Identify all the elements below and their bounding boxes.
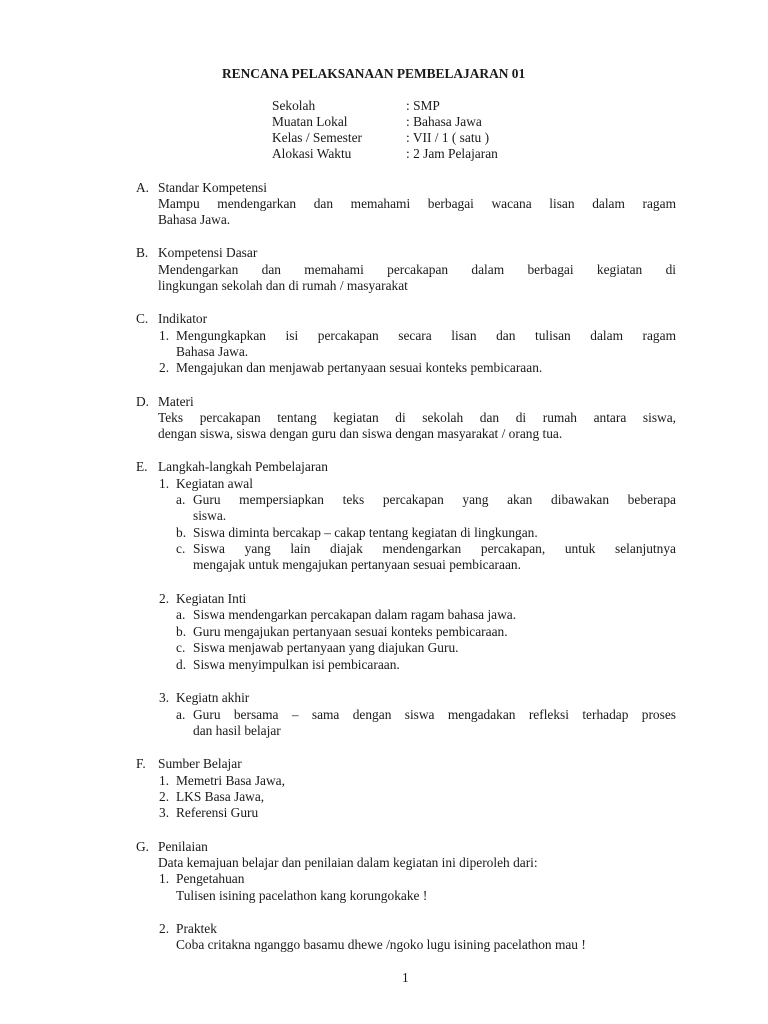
step-2-c-letter: c. bbox=[176, 640, 186, 655]
assessment-2-title: Praktek bbox=[176, 921, 217, 936]
section-g-heading: Penilaian bbox=[158, 839, 208, 854]
source-1-text: Memetri Basa Jawa, bbox=[176, 773, 285, 788]
step-2-a-letter: a. bbox=[176, 607, 186, 622]
indicator-2-line-1: Mengajukan dan menjawab pertanyaan sesuai konteks pembicaraan. bbox=[176, 360, 543, 375]
section-d-line-1: Teks percakapan tentang kegiatan di sekolah dan di rumah antara siswa, bbox=[158, 410, 676, 425]
indicator-1-num: 1. bbox=[159, 328, 170, 343]
step-2-b-letter: b. bbox=[176, 624, 187, 639]
section-a-heading: Standar Kompetensi bbox=[158, 180, 267, 195]
step-2-num: 2. bbox=[159, 591, 170, 606]
step-1-c-line-2: mengajak untuk mengajukan pertanyaan sesuai pembicaraan. bbox=[193, 557, 521, 572]
assessment-2-text: Coba critakna nganggo basamu dhewe /ngoko lugu isining pacelathon mau ! bbox=[176, 937, 586, 952]
step-2-d-line-1: Siswa menyimpulkan isi pembicaraan. bbox=[193, 657, 400, 672]
source-2-text: LKS Basa Jawa, bbox=[176, 789, 265, 804]
section-g-letter: G. bbox=[136, 839, 150, 854]
section-b-letter: B. bbox=[136, 245, 149, 260]
step-2-a-line-1: Siswa mendengarkan percakapan dalam ragam bahasa jawa. bbox=[193, 607, 517, 622]
step-1-a-line-2: siswa. bbox=[193, 508, 227, 523]
section-d-heading: Materi bbox=[158, 394, 194, 409]
info-value-subject: : Bahasa Jawa bbox=[406, 114, 482, 129]
section-f-heading: Sumber Belajar bbox=[158, 756, 242, 771]
step-2-b-line-1: Guru mengajukan pertanyaan sesuai konteks pembicaraan. bbox=[193, 624, 508, 639]
assessment-1-num: 1. bbox=[159, 871, 170, 886]
section-g-intro: Data kemajuan belajar dan penilaian dalam kegiatan ini diperoleh dari: bbox=[158, 855, 538, 870]
section-a-line-2: Bahasa Jawa. bbox=[158, 212, 231, 227]
info-label-time: Alokasi Waktu bbox=[272, 146, 352, 161]
info-label-subject: Muatan Lokal bbox=[272, 114, 348, 129]
section-b-line-1: Mendengarkan dan memahami percakapan dalam berbagai kegiatan di bbox=[158, 262, 676, 277]
info-label-school: Sekolah bbox=[272, 98, 316, 113]
step-1-b-letter: b. bbox=[176, 525, 187, 540]
step-3-a-line-2: dan hasil belajar bbox=[193, 723, 281, 738]
section-d-line-2: dengan siswa, siswa dengan guru dan siswa dengan masyarakat / orang tua. bbox=[158, 426, 563, 441]
section-a-letter: A. bbox=[136, 180, 150, 195]
step-1-b-line-1: Siswa diminta bercakap – cakap tentang kegiatan di lingkungan. bbox=[193, 525, 538, 540]
assessment-1-text: Tulisen isining pacelathon kang korungokake ! bbox=[176, 888, 428, 903]
step-3-a-line-1: Guru bersama – sama dengan siswa mengadakan refleksi terhadap proses bbox=[193, 707, 676, 722]
step-2-c-line-1: Siswa menjawab pertanyaan yang diajukan Guru. bbox=[193, 640, 459, 655]
section-e-heading: Langkah-langkah Pembelajaran bbox=[158, 459, 328, 474]
step-3-title: Kegiatn akhir bbox=[176, 690, 250, 705]
section-a-line-1: Mampu mendengarkan dan memahami berbagai wacana lisan dalam ragam bbox=[158, 196, 676, 211]
page-number: 1 bbox=[402, 970, 409, 985]
source-2-num: 2. bbox=[159, 789, 170, 804]
section-e-letter: E. bbox=[136, 459, 148, 474]
step-1-c-letter: c. bbox=[176, 541, 186, 556]
step-1-a-letter: a. bbox=[176, 492, 186, 507]
assessment-1-title: Pengetahuan bbox=[176, 871, 245, 886]
step-1-num: 1. bbox=[159, 476, 170, 491]
section-c-heading: Indikator bbox=[158, 311, 208, 326]
section-b-heading: Kompetensi Dasar bbox=[158, 245, 258, 260]
step-1-c-line-1: Siswa yang lain diajak mendengarkan percakapan, untuk selanjutnya bbox=[193, 541, 676, 556]
source-1-num: 1. bbox=[159, 773, 170, 788]
step-1-title: Kegiatan awal bbox=[176, 476, 253, 491]
step-1-a-line-1: Guru mempersiapkan teks percakapan yang akan dibawakan beberapa bbox=[193, 492, 676, 507]
section-c-letter: C. bbox=[136, 311, 149, 326]
section-f-letter: F. bbox=[136, 756, 146, 771]
step-2-d-letter: d. bbox=[176, 657, 187, 672]
info-value-time: : 2 Jam Pelajaran bbox=[406, 146, 498, 161]
assessment-2-num: 2. bbox=[159, 921, 170, 936]
info-value-school: : SMP bbox=[406, 98, 440, 113]
indicator-1-line-1: Mengungkapkan isi percakapan secara lisan dan tulisan dalam ragam bbox=[176, 328, 676, 343]
info-label-class: Kelas / Semester bbox=[272, 130, 362, 145]
step-3-num: 3. bbox=[159, 690, 170, 705]
indicator-2-num: 2. bbox=[159, 360, 170, 375]
indicator-1-line-2: Bahasa Jawa. bbox=[176, 344, 249, 359]
info-value-class: : VII / 1 ( satu ) bbox=[406, 130, 490, 145]
source-3-num: 3. bbox=[159, 805, 170, 820]
step-3-a-letter: a. bbox=[176, 707, 186, 722]
source-3-text: Referensi Guru bbox=[176, 805, 259, 820]
section-b-line-2: lingkungan sekolah dan di rumah / masyarakat bbox=[158, 278, 408, 293]
document-title: RENCANA PELAKSANAAN PEMBELAJARAN 01 bbox=[222, 66, 526, 81]
step-2-title: Kegiatan Inti bbox=[176, 591, 247, 606]
section-d-letter: D. bbox=[136, 394, 150, 409]
